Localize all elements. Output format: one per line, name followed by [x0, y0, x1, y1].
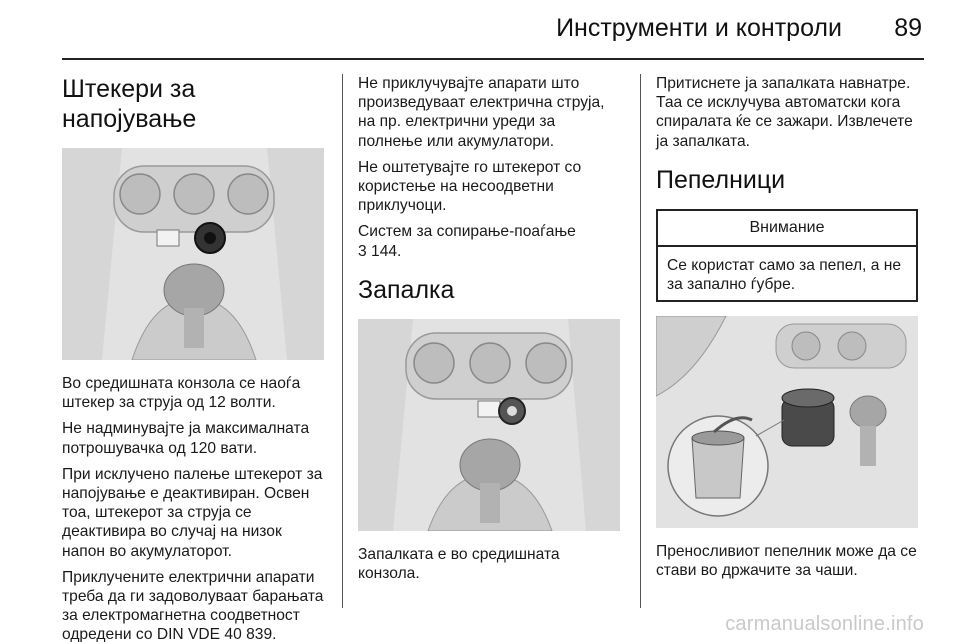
paragraph: Не приклучувајте апарати што произведуваат електрична струја, на пр. електрични уреди за полнење или акумулатори.	[358, 75, 605, 150]
column-3	[656, 74, 922, 588]
header-title: Инструменти и контроли	[556, 14, 842, 42]
reference-arrow-icon: 3	[358, 242, 367, 260]
figure-caption: Запалката е во средишната конзола.	[358, 545, 560, 583]
paragraph: Приклучените електрични апарати треба да ги задоволуваат барањата за електромагнетна соодветност одредени со DIN VDE 40 839.	[62, 568, 324, 642]
paragraph: Притиснете ја запалката навнатре. Таа се исклучува автоматски кога спиралата ќе се зажари. Извлечете ја запалката.	[656, 75, 913, 150]
section-heading-lighter: Запалка	[358, 275, 455, 304]
power-outlet-console-illustration	[62, 148, 324, 360]
figure-caption: Преносливиот пепелник може да се стави во држачите за чаши.	[656, 543, 917, 580]
paragraph: Не оштетувајте го штекерот со користење на несоодветни приклучоци.	[358, 158, 582, 215]
column-divider	[640, 74, 641, 608]
cross-reference-text: Систем за сопирање-поаѓање	[358, 223, 576, 241]
paragraph: Во средишната конзола се наоѓа штекер за струја од 12 волти.	[62, 375, 301, 412]
column-divider	[342, 74, 343, 608]
portable-ashtray-illustration	[656, 316, 918, 528]
caution-text: Се користат само за пепел, а не за запално ѓубре.	[667, 256, 902, 294]
caution-title: Внимание	[658, 211, 916, 247]
lighter-figure	[358, 319, 620, 531]
cigarette-lighter-console-illustration	[358, 319, 620, 531]
section-heading-ashtrays: Пепелници	[656, 165, 786, 194]
paragraph: При исклучено палење штекерот за напојување е деактивиран. Освен тоа, штекерот за струја се деактивира во случај на низок напон во акумулаторот.	[62, 465, 323, 560]
watermark: carmanualsonline.info	[725, 613, 924, 635]
section-heading-power-outlets: Штекери за напојување	[62, 75, 197, 133]
power-outlet-figure	[62, 148, 324, 360]
caution-box	[656, 209, 918, 302]
ashtray-figure	[656, 316, 918, 528]
cross-reference[interactable]	[358, 222, 624, 260]
reference-page: 144.	[371, 242, 402, 260]
page-number: 89	[894, 14, 922, 42]
column-1	[62, 74, 328, 642]
column-2	[358, 74, 624, 590]
page-header	[62, 0, 924, 60]
paragraph: Не надминувајте ја максималната потрошувачка од 120 вати.	[62, 420, 310, 457]
